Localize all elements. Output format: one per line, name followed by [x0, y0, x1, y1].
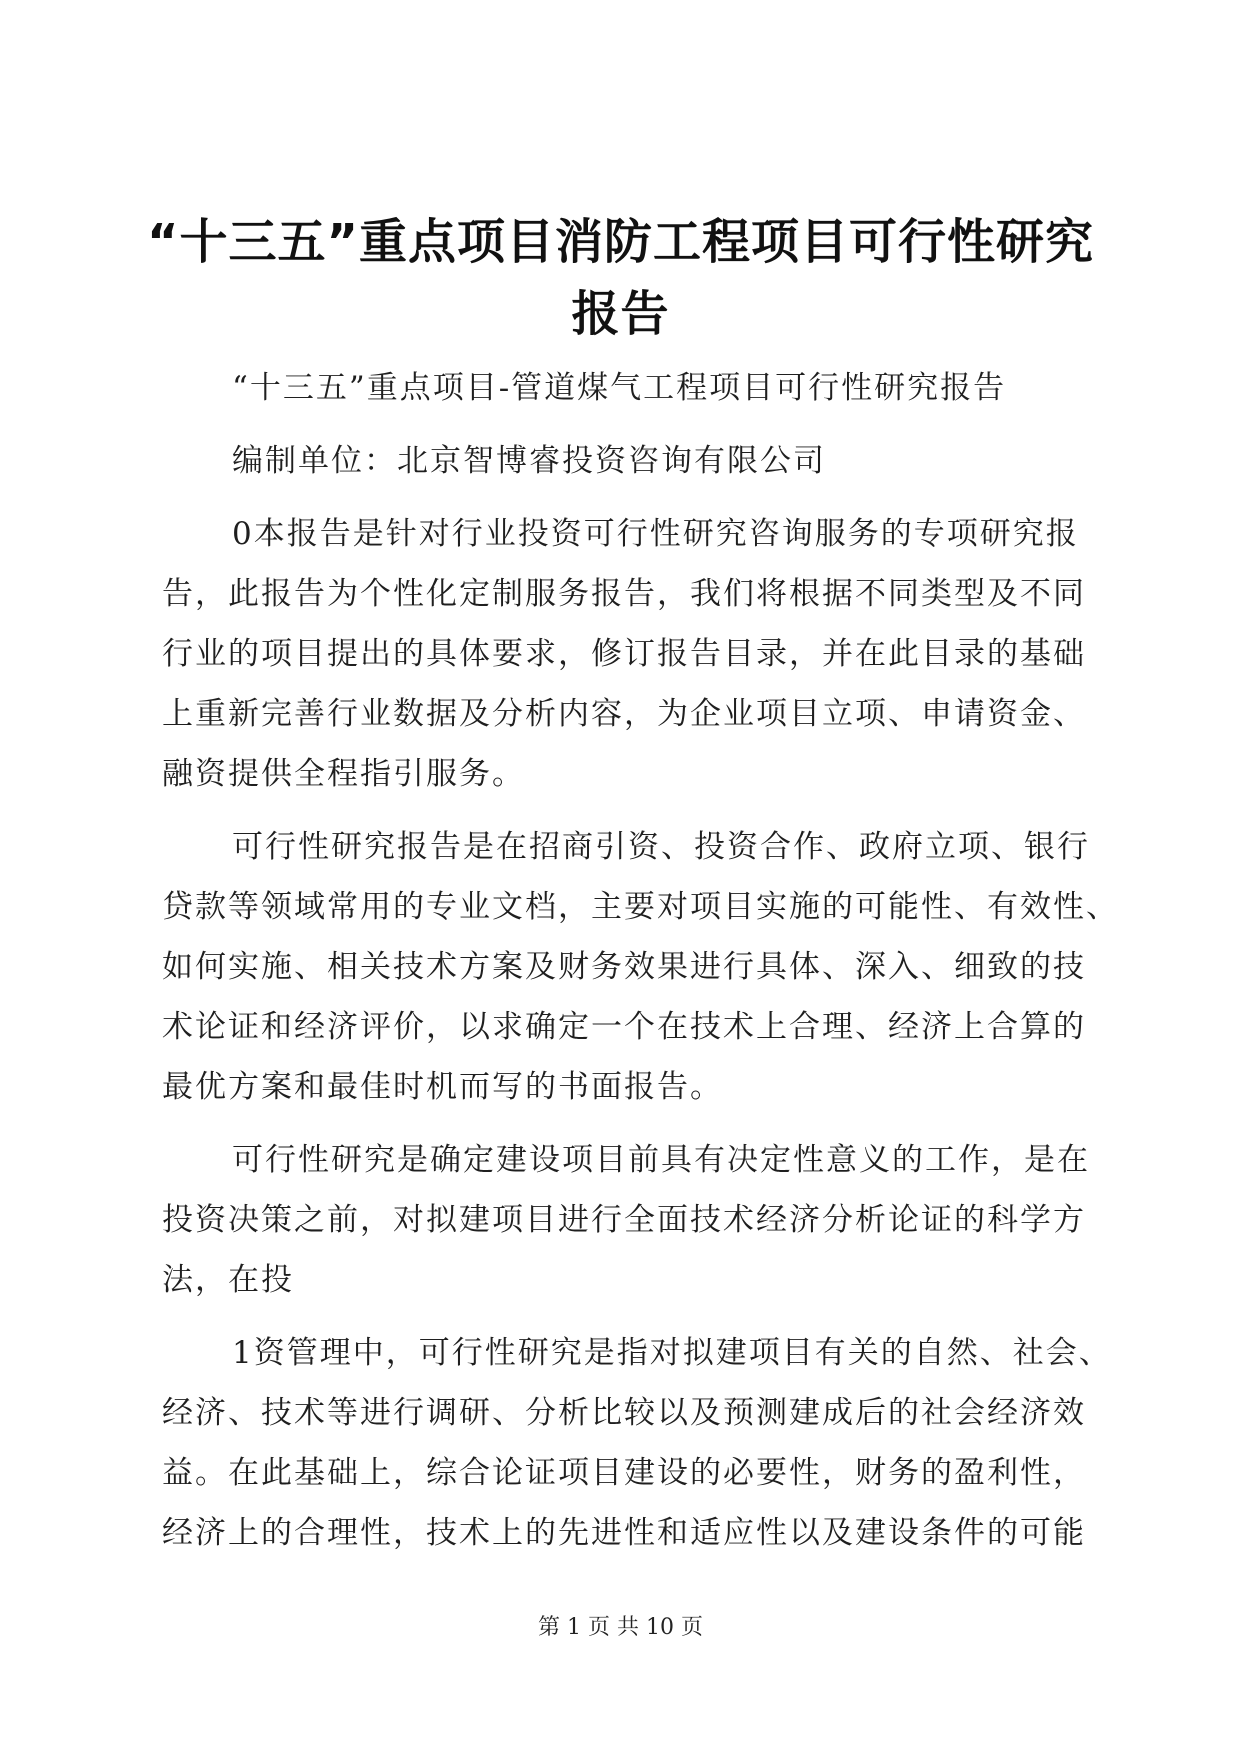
paragraph-line: 法，在投 — [162, 1262, 294, 1298]
paragraph-line: 可行性研究报告是在招商引资、投资合作、政府立项、银行 — [232, 829, 1090, 865]
paragraph-line: 上重新完善行业数据及分析内容，为企业项目立项、申请资金、 — [162, 696, 1086, 732]
title-line-1: “十三五”重点项目消防工程项目可行性研究 — [146, 214, 1095, 270]
paragraph-line: 融资提供全程指引服务。 — [162, 756, 525, 792]
paragraph-line: 经济、技术等进行调研、分析比较以及预测建成后的社会经济效 — [162, 1395, 1086, 1431]
title-line-2: 报告 — [571, 286, 670, 342]
paragraph-line: 益。在此基础上，综合论证项目建设的必要性，财务的盈利性， — [162, 1455, 1086, 1491]
paragraph-line: 贷款等领域常用的专业文档，主要对项目实施的可能性、有效性、 — [162, 889, 1119, 925]
paragraph-line: 0本报告是针对行业投资可行性研究咨询服务的专项研究报 — [232, 516, 1079, 552]
paragraph-line: 1资管理中，可行性研究是指对拟建项目有关的自然、社会、 — [232, 1335, 1112, 1371]
page-number-label: 第 1 页 共 10 页 — [538, 1615, 703, 1640]
paragraph-definition — [162, 817, 1119, 1117]
paragraph-line: 经济上的合理性，技术上的先进性和适应性以及建设条件的可能 — [162, 1515, 1086, 1551]
document-title — [130, 206, 1111, 350]
paragraph-management — [162, 1323, 1112, 1563]
paragraph-line: 可行性研究是确定建设项目前具有决定性意义的工作，是在 — [232, 1142, 1090, 1178]
paragraph-line: 最优方案和最佳时机而写的书面报告。 — [162, 1069, 723, 1105]
paragraph-line: 告，此报告为个性化定制服务报告，我们将根据不同类型及不同 — [162, 576, 1086, 612]
paragraph-line: 编制单位：北京智博睿投资咨询有限公司 — [232, 443, 826, 479]
paragraph-feasibility — [162, 1130, 1092, 1310]
paragraph-compiler — [162, 431, 1092, 491]
paragraph-line: 行业的项目提出的具体要求，修订报告目录，并在此目录的基础 — [162, 636, 1086, 672]
paragraph-intro — [162, 504, 1092, 804]
paragraph-subtitle — [162, 358, 1092, 418]
page-footer — [0, 1610, 1241, 1641]
paragraph-line: 术论证和经济评价，以求确定一个在技术上合理、经济上合算的 — [162, 1009, 1086, 1045]
document-body — [162, 358, 1119, 1576]
paragraph-line: 投资决策之前，对拟建项目进行全面技术经济分析论证的科学方 — [162, 1202, 1086, 1238]
paragraph-line: “十三五”重点项目-管道煤气工程项目可行性研究报告 — [232, 370, 1007, 406]
paragraph-line: 如何实施、相关技术方案及财务效果进行具体、深入、细致的技 — [162, 949, 1086, 985]
